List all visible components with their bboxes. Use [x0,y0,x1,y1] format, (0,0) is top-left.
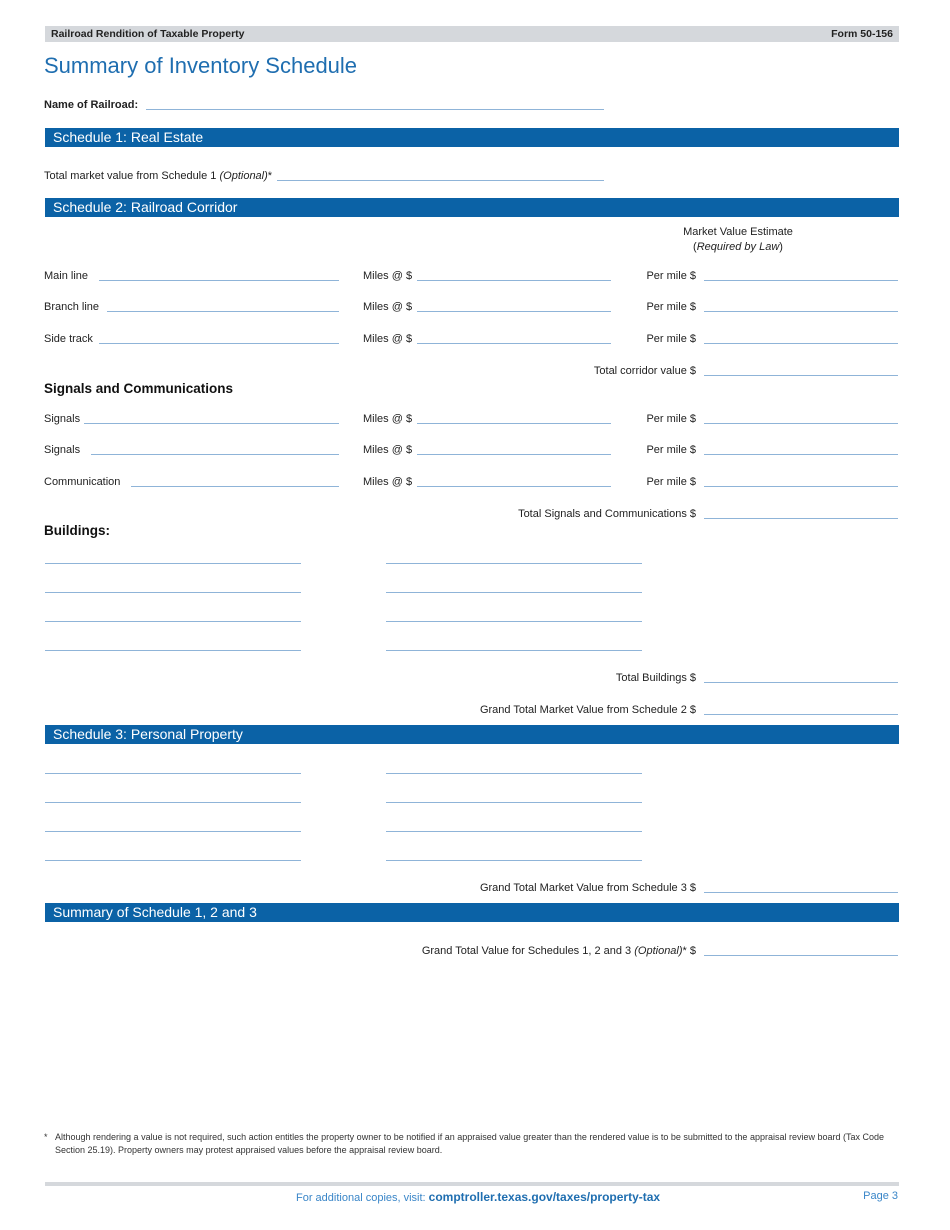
total-buildings-field[interactable] [704,682,898,683]
side-track-miles-label: Miles @ $ [363,333,413,345]
main-line-miles-field[interactable] [417,280,611,281]
total-corridor-label: Total corridor value $ [593,365,696,377]
main-line-label: Main line [44,270,89,282]
signals-field-2[interactable] [91,454,339,455]
footnote-text: Although rendering a value is not required, such action entitles the property owner to be notified if an appraised value greater than the rendered value is to be submitted to the appraisal review board (Tax Code Section 25.19). Property owners may protest appraised values before the appraisal review board. [55,1132,885,1155]
buildings-field-r2[interactable] [386,592,642,593]
total-signals-field[interactable] [704,518,898,519]
buildings-field-l4[interactable] [45,650,301,651]
signals-miles-label-2: Miles @ $ [363,444,413,456]
personal-property-field-r4[interactable] [386,860,642,861]
schedule1-total-field[interactable] [277,180,604,181]
schedule3-heading: Schedule 3: Personal Property [53,726,243,742]
communication-label: Communication [44,476,121,488]
branch-line-per-mile-label: Per mile $ [646,301,696,313]
summary-header [45,903,899,922]
signals-label-2: Signals [44,444,81,456]
required-by-law-label: (Required by Law) [693,241,783,253]
schedule2-header [45,198,899,217]
communication-miles-field[interactable] [417,486,611,487]
summary-total-label: Grand Total Value for Schedules 1, 2 and 3 (Optional)* $ [421,945,696,957]
signals-label-1: Signals [44,413,81,425]
side-track-per-mile-label: Per mile $ [646,333,696,345]
signals-miles-label-1: Miles @ $ [363,413,413,425]
market-value-estimate-label: Market Value Estimate [683,226,793,238]
name-of-railroad-field[interactable] [146,109,604,110]
personal-property-field-r2[interactable] [386,802,642,803]
main-line-per-mile-label: Per mile $ [646,270,696,282]
signals-per-mile-label-2: Per mile $ [646,444,696,456]
signals-per-mile-field-1[interactable] [704,423,898,424]
footnote-star: * [44,1132,48,1142]
page-number: Page 3 [863,1190,898,1202]
signals-per-mile-label-1: Per mile $ [646,413,696,425]
signals-miles-field-2[interactable] [417,454,611,455]
schedule3-grand-total-field[interactable] [704,892,898,893]
buildings-field-l2[interactable] [45,592,301,593]
schedule1-header [45,128,899,147]
main-line-per-mile-field[interactable] [704,280,898,281]
schedule3-header [45,725,899,744]
side-track-field[interactable] [99,343,339,344]
side-track-miles-field[interactable] [417,343,611,344]
signals-heading: Signals and Communications [44,381,234,396]
personal-property-field-l1[interactable] [45,773,301,774]
branch-line-miles-label: Miles @ $ [363,301,413,313]
buildings-field-r3[interactable] [386,621,642,622]
personal-property-field-l4[interactable] [45,860,301,861]
footer-prefix: For additional copies, visit: [296,1192,429,1204]
communication-per-mile-label: Per mile $ [646,476,696,488]
schedule1-heading: Schedule 1: Real Estate [53,129,204,145]
footer-copies [296,1190,660,1204]
branch-line-label: Branch line [44,301,100,313]
total-corridor-field[interactable] [704,375,898,376]
branch-line-per-mile-field[interactable] [704,311,898,312]
buildings-field-l1[interactable] [45,563,301,564]
buildings-field-r4[interactable] [386,650,642,651]
communication-miles-label: Miles @ $ [363,476,413,488]
personal-property-field-l3[interactable] [45,831,301,832]
summary-heading: Summary of Schedule 1, 2 and 3 [53,904,257,920]
buildings-heading: Buildings: [44,523,110,538]
branch-line-miles-field[interactable] [417,311,611,312]
main-line-field[interactable] [99,280,339,281]
branch-line-field[interactable] [107,311,339,312]
personal-property-field-r3[interactable] [386,831,642,832]
schedule2-grand-total-label: Grand Total Market Value from Schedule 2 $ [479,704,696,716]
schedule3-grand-total-label: Grand Total Market Value from Schedule 3 $ [479,882,696,894]
communication-field[interactable] [131,486,339,487]
form-number: Form 50-156 [831,28,893,40]
signals-miles-field-1[interactable] [417,423,611,424]
total-signals-label: Total Signals and Communications $ [518,508,696,520]
footer-link[interactable]: comptroller.texas.gov/taxes/property-tax [428,1190,661,1204]
form-name: Railroad Rendition of Taxable Property [51,28,245,40]
header-bar [45,26,899,42]
communication-per-mile-field[interactable] [704,486,898,487]
schedule2-heading: Schedule 2: Railroad Corridor [53,199,238,215]
side-track-per-mile-field[interactable] [704,343,898,344]
page-title: Summary of Inventory Schedule [44,53,358,78]
signals-field-1[interactable] [84,423,339,424]
signals-per-mile-field-2[interactable] [704,454,898,455]
schedule2-grand-total-field[interactable] [704,714,898,715]
total-buildings-label: Total Buildings $ [615,672,696,684]
schedule1-total-label: Total market value from Schedule 1 (Optional)* [44,170,273,182]
buildings-field-r1[interactable] [386,563,642,564]
personal-property-field-r1[interactable] [386,773,642,774]
summary-total-field[interactable] [704,955,898,956]
main-line-miles-label: Miles @ $ [363,270,413,282]
personal-property-field-l2[interactable] [45,802,301,803]
name-of-railroad-label: Name of Railroad: [44,99,139,111]
footer-rule [45,1182,899,1186]
buildings-field-l3[interactable] [45,621,301,622]
side-track-label: Side track [44,333,93,345]
